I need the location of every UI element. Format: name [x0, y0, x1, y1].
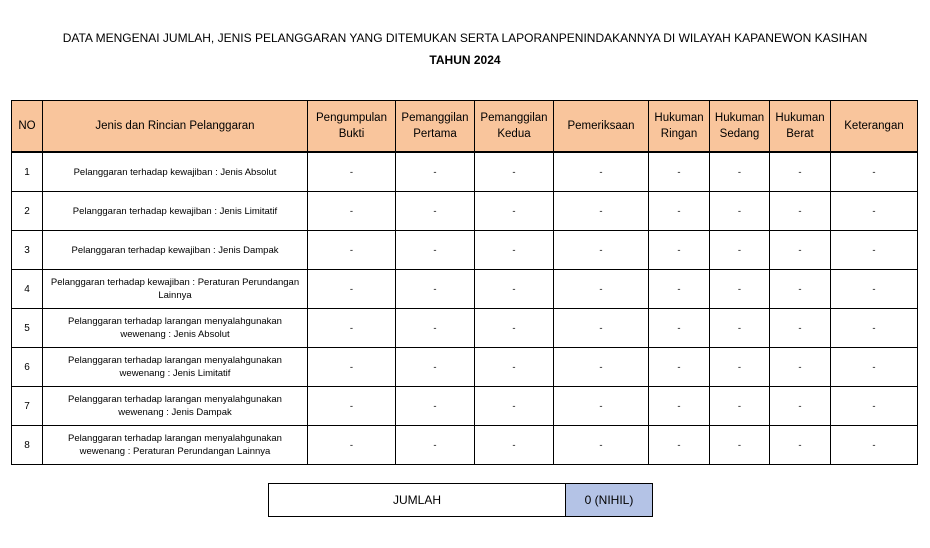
- cell-hukuman-berat: -: [770, 387, 831, 426]
- cell-pemanggilan-pertama: -: [396, 231, 475, 270]
- row-description: Pelanggaran terhadap kewajiban : Peraturan Perundangan Lainnya: [43, 270, 308, 309]
- cell-hukuman-sedang: -: [710, 348, 770, 387]
- header-pemanggilan-kedua: Pemanggilan Kedua: [475, 101, 554, 153]
- cell-keterangan: -: [831, 309, 918, 348]
- cell-pemeriksaan: -: [554, 231, 649, 270]
- cell-hukuman-sedang: -: [710, 309, 770, 348]
- cell-hukuman-ringan: -: [649, 152, 710, 192]
- cell-pengumpulan-bukti: -: [308, 387, 396, 426]
- report-year: TAHUN 2024: [429, 53, 501, 67]
- cell-hukuman-ringan: -: [649, 192, 710, 231]
- cell-hukuman-berat: -: [770, 231, 831, 270]
- cell-pengumpulan-bukti: -: [308, 309, 396, 348]
- cell-hukuman-ringan: -: [649, 231, 710, 270]
- cell-hukuman-sedang: -: [710, 192, 770, 231]
- cell-hukuman-sedang: -: [710, 152, 770, 192]
- cell-pemanggilan-kedua: -: [475, 270, 554, 309]
- table-body: [12, 152, 918, 465]
- cell-pemanggilan-pertama: -: [396, 152, 475, 192]
- row-description: Pelanggaran terhadap larangan menyalahgunakan wewenang : Peraturan Perundangan Lainnya: [43, 426, 308, 465]
- table-row: [12, 426, 918, 465]
- cell-pemeriksaan: -: [554, 270, 649, 309]
- cell-pemanggilan-kedua: -: [475, 231, 554, 270]
- cell-pengumpulan-bukti: -: [308, 231, 396, 270]
- cell-pemeriksaan: -: [554, 348, 649, 387]
- cell-hukuman-sedang: -: [710, 231, 770, 270]
- cell-hukuman-berat: -: [770, 348, 831, 387]
- table-row: [12, 348, 918, 387]
- cell-keterangan: -: [831, 426, 918, 465]
- cell-hukuman-ringan: -: [649, 309, 710, 348]
- cell-hukuman-ringan: -: [649, 348, 710, 387]
- header-hukuman-sedang: Hukuman Sedang: [710, 101, 770, 153]
- header-hukuman-ringan: Hukuman Ringan: [649, 101, 710, 153]
- header-keterangan: Keterangan: [831, 101, 918, 153]
- cell-pengumpulan-bukti: -: [308, 192, 396, 231]
- row-description: Pelanggaran terhadap kewajiban : Jenis Dampak: [43, 231, 308, 270]
- cell-pemanggilan-pertama: -: [396, 309, 475, 348]
- table-row: [12, 192, 918, 231]
- cell-hukuman-sedang: -: [710, 270, 770, 309]
- total-label: JUMLAH: [269, 484, 566, 516]
- row-number: 7: [12, 387, 43, 426]
- cell-keterangan: -: [831, 387, 918, 426]
- cell-pemeriksaan: -: [554, 309, 649, 348]
- table-row: [12, 387, 918, 426]
- table-row: [12, 231, 918, 270]
- row-description: Pelanggaran terhadap larangan menyalahgunakan wewenang : Jenis Dampak: [43, 387, 308, 426]
- row-number: 6: [12, 348, 43, 387]
- cell-pengumpulan-bukti: -: [308, 426, 396, 465]
- cell-pemanggilan-kedua: -: [475, 387, 554, 426]
- table-row: [12, 152, 918, 192]
- cell-hukuman-berat: -: [770, 192, 831, 231]
- table-header-row: [12, 101, 918, 153]
- cell-keterangan: -: [831, 231, 918, 270]
- cell-hukuman-sedang: -: [710, 387, 770, 426]
- cell-pemeriksaan: -: [554, 152, 649, 192]
- cell-pemanggilan-pertama: -: [396, 426, 475, 465]
- row-number: 4: [12, 270, 43, 309]
- row-description: Pelanggaran terhadap larangan menyalahgunakan wewenang : Jenis Absolut: [43, 309, 308, 348]
- cell-pemanggilan-pertama: -: [396, 387, 475, 426]
- cell-keterangan: -: [831, 192, 918, 231]
- total-value: 0 (NIHIL): [566, 484, 652, 516]
- violation-table: [11, 100, 918, 465]
- cell-pemeriksaan: -: [554, 192, 649, 231]
- row-number: 1: [12, 152, 43, 192]
- row-description: Pelanggaran terhadap kewajiban : Jenis Absolut: [43, 152, 308, 192]
- cell-pemanggilan-kedua: -: [475, 192, 554, 231]
- cell-hukuman-berat: -: [770, 270, 831, 309]
- table-row: [12, 270, 918, 309]
- total-summary: [268, 483, 653, 517]
- cell-pemanggilan-kedua: -: [475, 348, 554, 387]
- cell-pemanggilan-pertama: -: [396, 192, 475, 231]
- cell-hukuman-ringan: -: [649, 270, 710, 309]
- header-pemanggilan-pertama: Pemanggilan Pertama: [396, 101, 475, 153]
- row-number: 2: [12, 192, 43, 231]
- cell-pemanggilan-pertama: -: [396, 348, 475, 387]
- cell-hukuman-sedang: -: [710, 426, 770, 465]
- row-number: 8: [12, 426, 43, 465]
- cell-pemanggilan-kedua: -: [475, 426, 554, 465]
- header-hukuman-berat: Hukuman Berat: [770, 101, 831, 153]
- cell-hukuman-berat: -: [770, 152, 831, 192]
- cell-hukuman-berat: -: [770, 426, 831, 465]
- cell-keterangan: -: [831, 348, 918, 387]
- header-pengumpulan-bukti: Pengumpulan Bukti: [308, 101, 396, 153]
- cell-pengumpulan-bukti: -: [308, 348, 396, 387]
- cell-hukuman-ringan: -: [649, 426, 710, 465]
- report-title: DATA MENGENAI JUMLAH, JENIS PELANGGARAN YANG DITEMUKAN SERTA LAPORANPENINDAKANNYA DI WILAYAH KAPANEWON KASIHAN: [62, 31, 868, 45]
- cell-pemanggilan-kedua: -: [475, 309, 554, 348]
- cell-keterangan: -: [831, 152, 918, 192]
- row-number: 5: [12, 309, 43, 348]
- cell-pengumpulan-bukti: -: [308, 270, 396, 309]
- row-number: 3: [12, 231, 43, 270]
- header-no: NO: [12, 101, 43, 153]
- row-description: Pelanggaran terhadap larangan menyalahgunakan wewenang : Jenis Limitatif: [43, 348, 308, 387]
- cell-pemeriksaan: -: [554, 387, 649, 426]
- cell-pemanggilan-kedua: -: [475, 152, 554, 192]
- cell-pemeriksaan: -: [554, 426, 649, 465]
- table-row: [12, 309, 918, 348]
- cell-hukuman-berat: -: [770, 309, 831, 348]
- cell-keterangan: -: [831, 270, 918, 309]
- cell-pengumpulan-bukti: -: [308, 152, 396, 192]
- row-description: Pelanggaran terhadap kewajiban : Jenis Limitatif: [43, 192, 308, 231]
- cell-pemanggilan-pertama: -: [396, 270, 475, 309]
- cell-hukuman-ringan: -: [649, 387, 710, 426]
- header-jenis-rincian: Jenis dan Rincian Pelanggaran: [43, 101, 308, 153]
- header-pemeriksaan: Pemeriksaan: [554, 101, 649, 153]
